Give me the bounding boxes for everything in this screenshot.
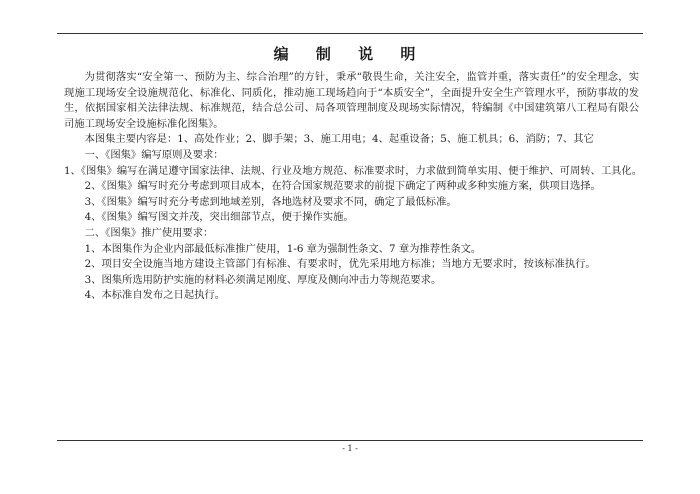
- usage-item-4: 4、本标准自发布之日起执行。: [84, 289, 226, 302]
- section-heading-principles: 一、《图集》编写原则及要求：: [84, 148, 224, 161]
- section-heading-usage: 二、《图集》推广使用要求：: [84, 226, 214, 239]
- footer-rule: [57, 440, 643, 441]
- principle-item-2: 2、《图集》编写时充分考虑到项目成本，在符合国家规范要求的前提下确定了两种或多种实施方案，供项目选择。: [84, 180, 601, 193]
- header-rule: [57, 33, 643, 34]
- contents-line: 本图集主要内容是：1、高处作业；2、脚手架；3、施工用电；4、起重设备；5、施工机具；6、消防；7、其它: [84, 133, 594, 146]
- principle-item-1: 1、《图集》编写在满足遵守国家法律、法规、行业及地方规范、标准要求时，力求做到简单实用、便于维护、可周转、工具化。: [64, 164, 643, 177]
- usage-item-2: 2、项目安全设施当地方建设主管部门有标准、有要求时，优先采用地方标准；当地方无要求时，按该标准执行。: [84, 258, 596, 271]
- page-number: - 1 -: [342, 444, 358, 453]
- principle-item-3: 3、《图集》编写时充分考虑到地域差别，各地选材及要求不同，确定了最低标准。: [84, 195, 457, 208]
- page-title: 编 制 说 明: [273, 45, 427, 63]
- principle-item-4: 4、《图集》编写图文并茂，突出细部节点，便于操作实施。: [84, 211, 354, 224]
- intro-paragraph: 为贯彻落实“安全第一、预防为主、综合治理”的方针，秉承“敬畏生命，关注安全，监管并重，落实责任”的安全理念，实现施工现场安全设施规范化、标准化、同质化，推动施工现场趋向于“本质安全”，全面提升安全生产管理水平，预防事故的发生，依据国家相关法律法规、标准规范，结合总公司、局各项管理制度及现场实际情况，特编制《中国建筑第八工程局有限公司施工现场安全设施标准化图集》。: [64, 71, 639, 130]
- document-body: [64, 70, 643, 304]
- usage-item-3: 3、图集所选用防护实施的材料必须满足刚度、厚度及侧向冲击力等规范要求。: [84, 273, 442, 286]
- usage-item-1: 1、本图集作为企业内部最低标准推广使用，1-6 章为强制性条文、7 章为推荐性条文。: [84, 242, 482, 255]
